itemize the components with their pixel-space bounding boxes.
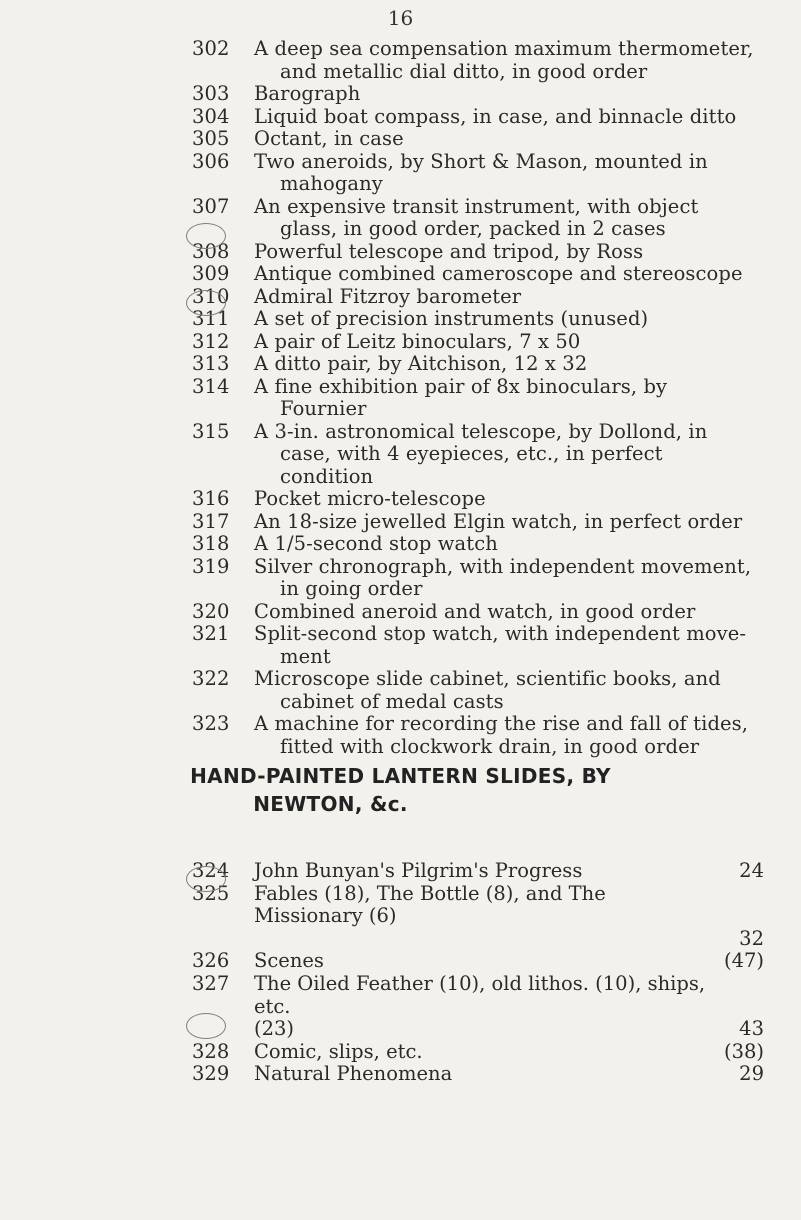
lot-description xyxy=(254,241,754,264)
lot-number: 311 xyxy=(192,307,230,330)
lot-description-line: Antique combined cameroscope and stereoscope xyxy=(254,262,743,285)
lot-entry xyxy=(0,376,801,421)
lot-number: 319 xyxy=(192,554,230,578)
slide-lot-continuation xyxy=(0,928,801,951)
lot-description-line: in going order xyxy=(280,577,423,600)
lot-entry xyxy=(0,83,801,106)
lot-description xyxy=(254,196,754,241)
lot-description xyxy=(254,601,754,624)
slide-lot-entry xyxy=(0,950,801,973)
lot-description xyxy=(254,488,754,511)
lot-number: 323 xyxy=(192,712,230,735)
slide-quantity xyxy=(714,883,764,928)
lot-description xyxy=(254,263,754,286)
slide-description: Fables (18), The Bottle (8), and The Missionary (6) xyxy=(254,881,606,928)
lot-description-line: cabinet of medal casts xyxy=(280,689,504,713)
lot-description-line: Microscope slide cabinet, scientific books, and xyxy=(254,667,721,690)
lot-number-spacer xyxy=(0,928,254,951)
pencil-circle-mark xyxy=(186,223,226,249)
slide-description: Scenes xyxy=(254,949,324,973)
lot-description-line: A deep sea compensation maximum thermometer, xyxy=(254,37,754,60)
lot-description-line: A ditto pair, by Aitchison, 12 x 32 xyxy=(254,352,588,375)
lot-number: 307 xyxy=(192,194,230,218)
lot-description-line: Admiral Fitzroy barometer xyxy=(254,284,522,308)
lot-list xyxy=(0,38,801,758)
lot-entry xyxy=(0,713,801,758)
lot-description-line: and metallic dial ditto, in good order xyxy=(280,59,648,83)
lot-number: 314 xyxy=(192,374,230,398)
lot-description xyxy=(254,151,754,196)
slide-lot-continuation xyxy=(0,1018,801,1041)
lot-description-line: A pair of Leitz binoculars, 7 x 50 xyxy=(254,329,581,353)
lot-description-line: Pocket micro-telescope xyxy=(254,487,486,510)
lot-description-line: A 3-in. astronomical telescope, by Dollond, in xyxy=(254,419,708,443)
lot-number: 312 xyxy=(192,329,230,353)
lot-description-line: An expensive transit instrument, with object xyxy=(254,194,699,218)
lot-description-line: Two aneroids, by Short & Mason, mounted in xyxy=(254,149,708,173)
lot-entry xyxy=(0,668,801,713)
pencil-circle-mark xyxy=(186,290,226,316)
lot-description-line: An 18-size jewelled Elgin watch, in perfect order xyxy=(254,509,743,533)
slide-lot-entry xyxy=(0,883,801,928)
lot-description xyxy=(254,331,754,354)
lot-description xyxy=(254,511,754,534)
lot-entry xyxy=(0,196,801,241)
lot-entry xyxy=(0,601,801,624)
lot-number: 303 xyxy=(192,82,230,105)
slide-lot-entry xyxy=(0,973,801,1018)
lot-number: 322 xyxy=(192,667,230,690)
lot-entry xyxy=(0,353,801,376)
slide-description-continuation: (23) xyxy=(254,1017,295,1041)
slide-lot-entry xyxy=(0,1063,801,1086)
lot-description-line: A 1/5-second stop watch xyxy=(254,532,498,555)
slide-lot-entry xyxy=(0,860,801,883)
slide-lot-entry xyxy=(0,1041,801,1064)
slide-quantity: 43 xyxy=(739,1017,764,1041)
slide-description: Comic, slips, etc. xyxy=(254,1039,423,1063)
lot-number: 320 xyxy=(192,599,230,623)
lot-description xyxy=(254,286,754,309)
lot-description xyxy=(254,353,754,376)
lot-entry xyxy=(0,38,801,83)
lot-number: 328 xyxy=(192,1039,230,1063)
lot-description xyxy=(254,83,754,106)
slide-quantity: (38) xyxy=(723,1039,764,1063)
section-heading xyxy=(0,762,801,818)
section-heading-line1: HAND-PAINTED LANTERN SLIDES, BY xyxy=(190,764,611,788)
lot-entry xyxy=(0,151,801,196)
lot-description-line: A machine for recording the rise and fall of tides, xyxy=(254,712,749,735)
slide-quantity: 32 xyxy=(739,926,764,950)
lot-entry xyxy=(0,556,801,601)
lot-description xyxy=(254,623,754,668)
lot-description-line: A fine exhibition pair of 8x binoculars, by xyxy=(254,374,668,398)
lot-entry xyxy=(0,286,801,309)
pencil-circle-mark xyxy=(186,866,226,892)
lot-description xyxy=(254,308,754,331)
lot-description xyxy=(254,713,754,758)
pencil-circle-mark xyxy=(186,1013,226,1039)
lot-description-line: Powerful telescope and tripod, by Ross xyxy=(254,239,644,263)
page-number: 16 xyxy=(387,6,414,30)
lot-description-line: mahogany xyxy=(280,172,383,195)
lot-number: 302 xyxy=(192,37,230,60)
lot-description-line: Barograph xyxy=(254,82,361,105)
lot-number: 317 xyxy=(192,509,230,533)
lot-description-line: glass, in good order, packed in 2 cases xyxy=(280,217,666,240)
lot-entry xyxy=(0,623,801,668)
slide-description: The Oiled Feather (10), old lithos. (10), ships, etc. xyxy=(254,971,706,1018)
slide-quantity: 24 xyxy=(739,859,764,882)
lot-number: 329 xyxy=(192,1062,230,1086)
lot-description xyxy=(254,38,754,83)
lot-entry xyxy=(0,263,801,286)
lot-entry xyxy=(0,488,801,511)
lot-description-line: fitted with clockwork drain, in good order xyxy=(280,734,700,758)
lot-number: 327 xyxy=(192,971,230,995)
lot-number: 304 xyxy=(192,104,230,128)
lot-number: 325 xyxy=(192,881,230,905)
lot-entry xyxy=(0,533,801,556)
lot-number: 316 xyxy=(192,487,230,510)
lot-description-line: Fournier xyxy=(280,397,367,420)
lot-description xyxy=(254,376,754,421)
lot-description-line: case, with 4 eyepieces, etc., in perfect condition xyxy=(280,442,663,488)
lot-description-line: Octant, in case xyxy=(254,127,404,150)
lot-description xyxy=(254,106,754,129)
lot-entry xyxy=(0,241,801,264)
lot-entry xyxy=(0,421,801,489)
lot-description-line: A set of precision instruments (unused) xyxy=(254,307,649,330)
lot-description-line: Silver chronograph, with independent movement, xyxy=(254,554,752,578)
lot-number: 306 xyxy=(192,149,230,173)
lot-description xyxy=(254,421,754,489)
lot-number: 318 xyxy=(192,532,230,555)
lot-description-line: Split-second stop watch, with independent move- xyxy=(254,622,747,645)
lot-number: 313 xyxy=(192,352,230,375)
slide-list xyxy=(0,860,801,1086)
lot-number: 324 xyxy=(192,859,230,882)
lot-entry xyxy=(0,308,801,331)
lot-description xyxy=(254,556,754,601)
lot-description xyxy=(254,128,754,151)
section-heading-line2: NEWTON, &c. xyxy=(253,792,408,816)
lot-number: 321 xyxy=(192,622,230,645)
slide-description: John Bunyan's Pilgrim's Progress xyxy=(254,859,583,882)
lot-number: 309 xyxy=(192,262,230,285)
lot-number: 308 xyxy=(192,239,230,263)
slide-quantity xyxy=(714,973,764,1018)
lot-number: 305 xyxy=(192,127,230,150)
lot-number: 310 xyxy=(192,284,230,308)
lot-entry xyxy=(0,128,801,151)
lot-entry xyxy=(0,511,801,534)
lot-number: 326 xyxy=(192,949,230,973)
lot-entry xyxy=(0,331,801,354)
lot-description-line: ment xyxy=(280,644,331,668)
lot-number: 315 xyxy=(192,419,230,443)
slide-quantity: (47) xyxy=(723,949,764,973)
lot-description xyxy=(254,533,754,556)
lot-entry xyxy=(0,106,801,129)
lot-description-line: Combined aneroid and watch, in good order xyxy=(254,599,696,623)
lot-description xyxy=(254,668,754,713)
lot-description-line: Liquid boat compass, in case, and binnacle ditto xyxy=(254,104,737,128)
slide-description: Natural Phenomena xyxy=(254,1062,453,1086)
slide-quantity: 29 xyxy=(739,1062,764,1086)
slide-description-continuation xyxy=(254,928,714,951)
